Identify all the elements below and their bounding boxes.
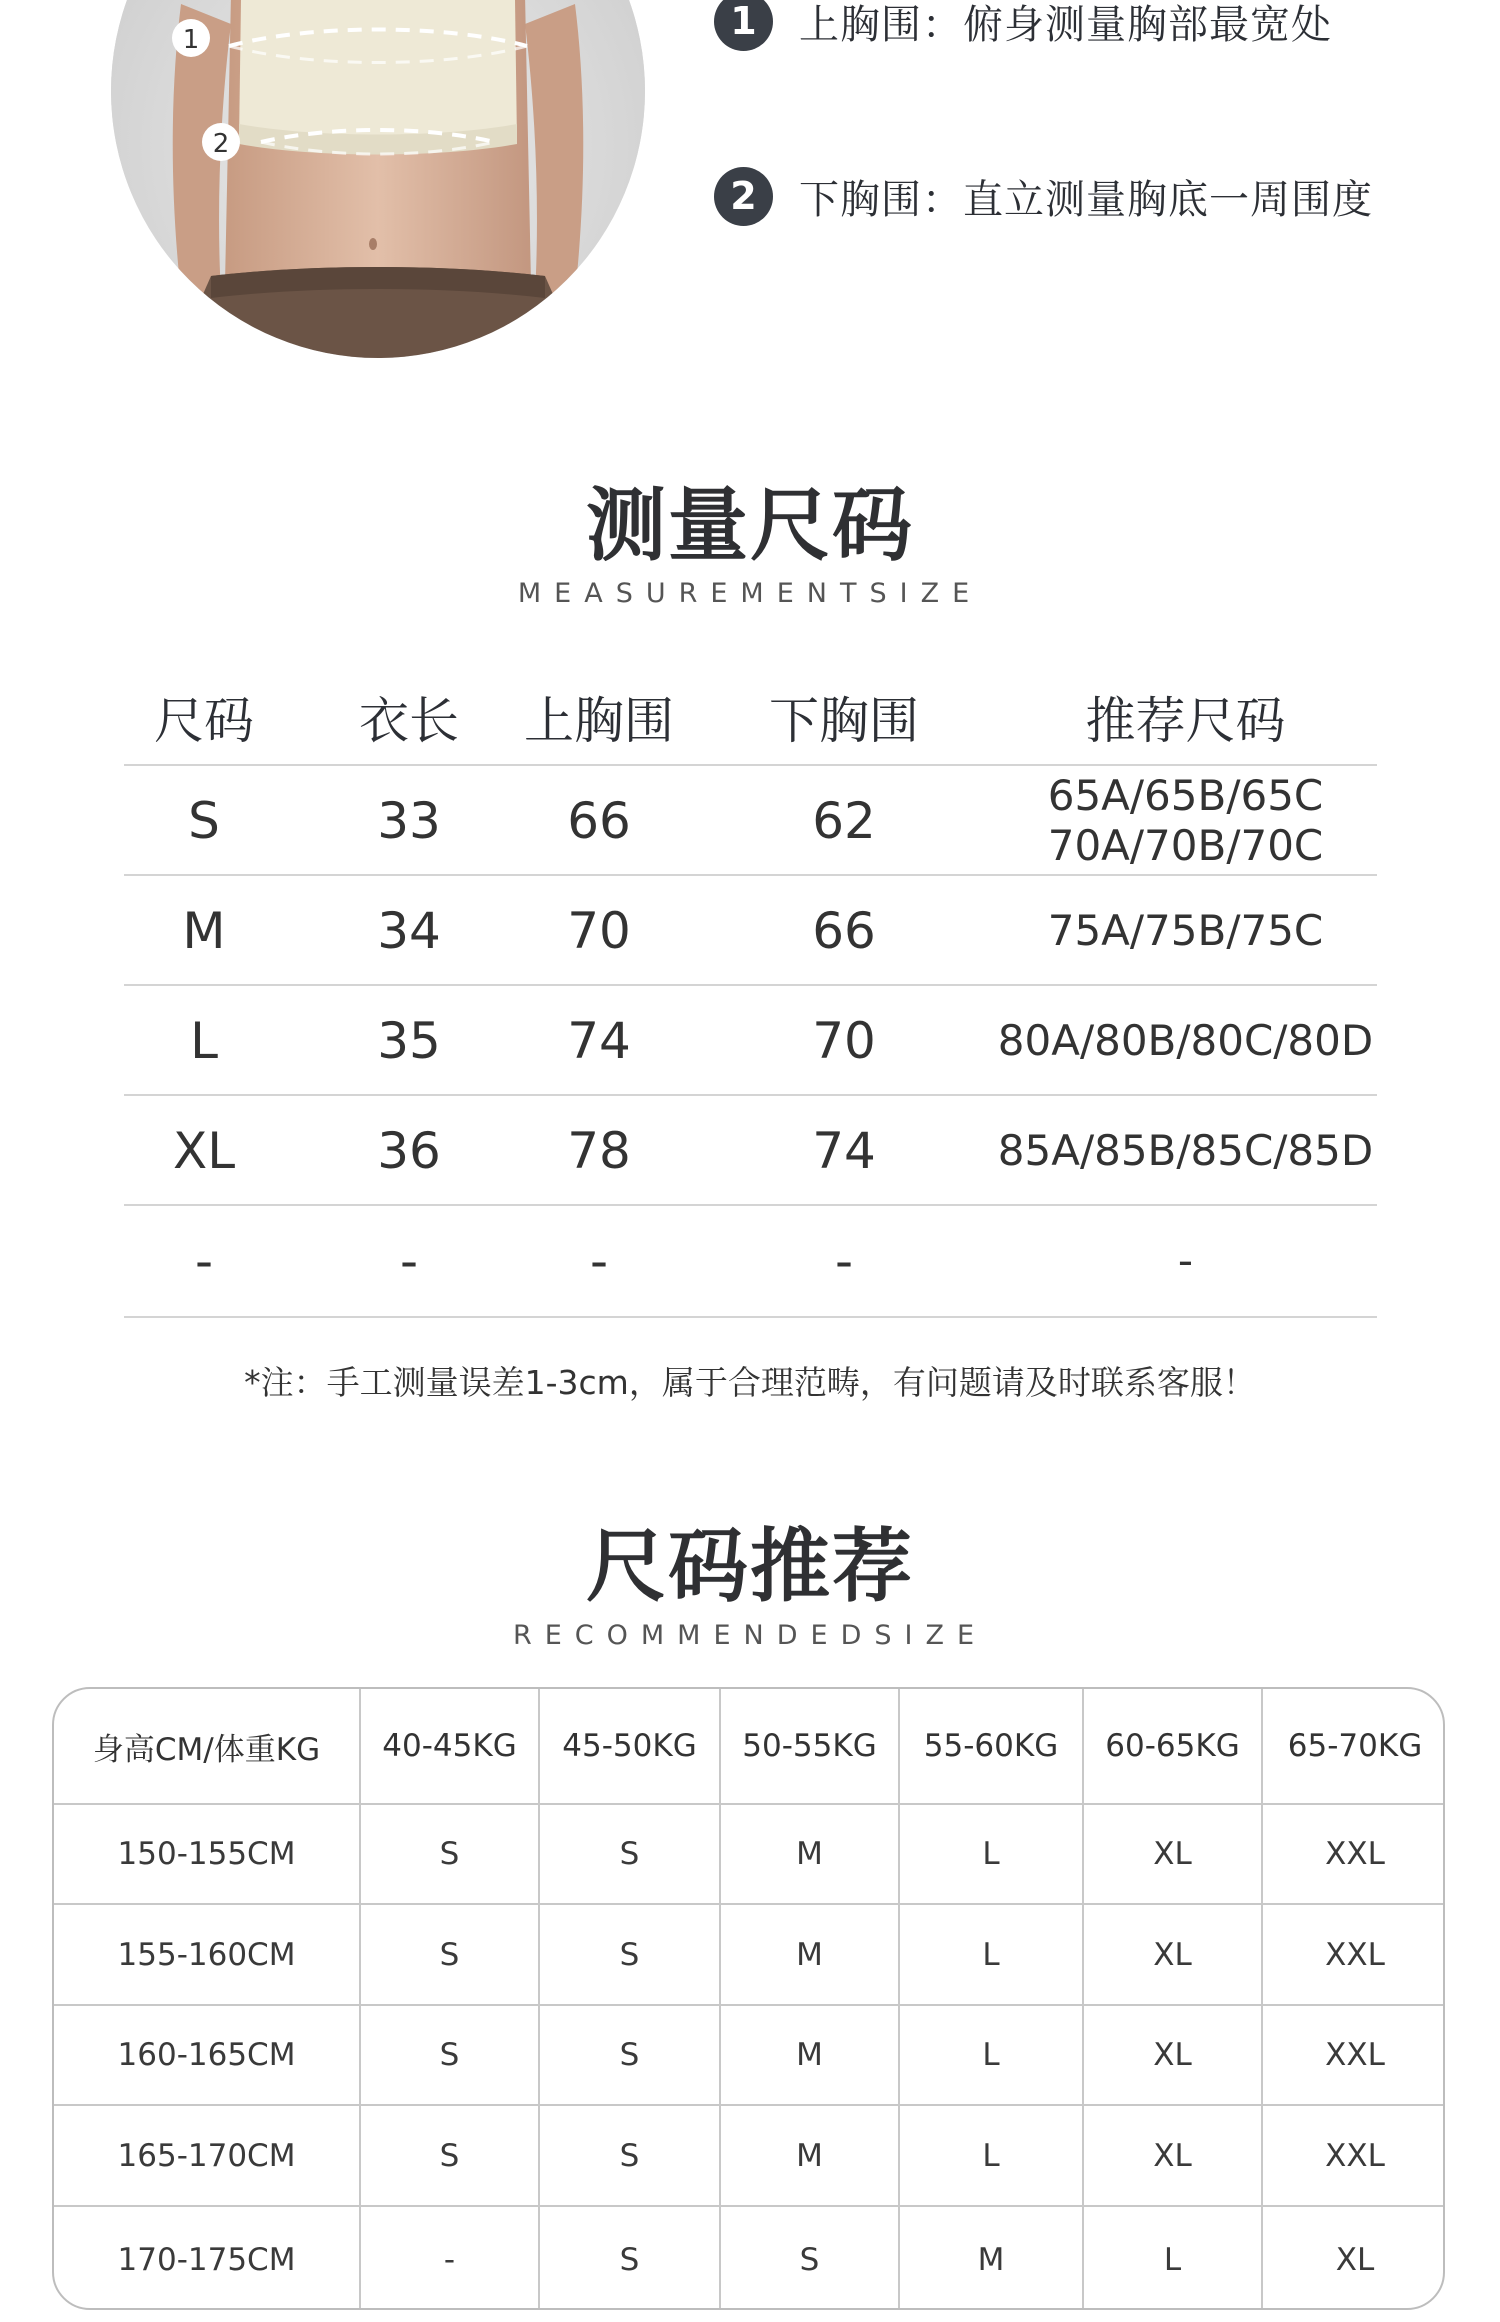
- size-cell: S: [361, 1905, 540, 2004]
- size-cell: S: [361, 1805, 540, 1903]
- cell-upper-bust: 70: [567, 902, 631, 960]
- measure-point-upper: [714, 0, 1332, 56]
- size-cell: XL: [1084, 2106, 1263, 2205]
- header-recommended: 推荐尺码: [1085, 692, 1286, 750]
- recommend-header-row: [54, 1689, 1443, 1805]
- size-cell: S: [540, 1805, 721, 1903]
- header-under-bust: 下胸围: [769, 692, 919, 750]
- size-cell: XL: [1084, 1805, 1263, 1903]
- height-range-cell: 155-160CM: [54, 1905, 361, 2004]
- size-cell: -: [361, 2207, 540, 2310]
- cell-size: L: [190, 1012, 218, 1070]
- cell-length: 34: [377, 902, 441, 960]
- cell-size: M: [182, 902, 226, 960]
- size-cell: S: [540, 1905, 721, 2004]
- recommend-row: [54, 1905, 1443, 2006]
- height-range-cell: 170-175CM: [54, 2207, 361, 2310]
- point-text: 下胸围：直立测量胸底一周围度: [799, 176, 1373, 223]
- recommend-header-cell: 60-65KG: [1084, 1689, 1263, 1803]
- point-badge: 2: [714, 167, 773, 226]
- cell-under-bust: 62: [812, 792, 876, 850]
- recommended-line-1: 85A/85B/85C/85D: [997, 1125, 1374, 1175]
- cell-size: S: [188, 792, 220, 850]
- measurement-row: [124, 764, 1377, 876]
- recommend-row: [54, 2006, 1443, 2106]
- size-cell: M: [721, 1905, 900, 2004]
- size-cell: S: [540, 2207, 721, 2310]
- point-text: 上胸围：俯身测量胸部最宽处: [799, 1, 1332, 48]
- recommend-table: [52, 1687, 1445, 2310]
- point-badge: 1: [714, 0, 773, 51]
- recommend-header-cell: 55-60KG: [900, 1689, 1084, 1803]
- measurement-subtitle: MEASUREMENTSIZE: [517, 578, 983, 609]
- measurement-row: [124, 1094, 1377, 1206]
- cell-length: 36: [377, 1122, 441, 1180]
- height-range-cell: 160-165CM: [54, 2006, 361, 2104]
- cell-under-bust: 66: [812, 902, 876, 960]
- recommended-line-1: 80A/80B/80C/80D: [997, 1015, 1374, 1065]
- cell-length: 35: [377, 1012, 441, 1070]
- header-size: 尺码: [154, 692, 254, 750]
- size-cell: M: [721, 1805, 900, 1903]
- size-cell: XXL: [1325, 1936, 1385, 1973]
- size-cell: S: [540, 2006, 721, 2104]
- cell-upper-bust: 74: [567, 1012, 631, 1070]
- cell-under-bust: 74: [812, 1122, 876, 1180]
- size-cell: L: [1084, 2207, 1263, 2310]
- size-cell: L: [900, 1805, 1084, 1903]
- recommend-row: [54, 2106, 1443, 2207]
- size-cell: M: [900, 2207, 1084, 2310]
- recommended-line-2: 70A/70B/70C: [1047, 821, 1324, 870]
- recommend-header-cell: 40-45KG: [361, 1689, 540, 1803]
- size-cell: XXL: [1325, 2137, 1385, 2174]
- measurement-table-header: [124, 670, 1377, 764]
- size-cell: M: [721, 2106, 900, 2205]
- cell-recommended: [994, 766, 1377, 876]
- marker-1: 1: [182, 25, 200, 55]
- height-range-cell: 150-155CM: [54, 1805, 361, 1903]
- size-cell: S: [540, 2106, 721, 2205]
- cell-length: -: [399, 1232, 419, 1290]
- cell-under-bust: 70: [812, 1012, 876, 1070]
- recommend-subtitle: RECOMMENDEDSIZE: [512, 1620, 988, 1651]
- cell-recommended: [994, 986, 1377, 1096]
- measure-point-lower: [714, 161, 1373, 231]
- size-cell: XL: [1084, 2006, 1263, 2104]
- recommend-header-cell: 45-50KG: [540, 1689, 721, 1803]
- size-cell: XXL: [1325, 2037, 1385, 2073]
- size-cell: XL: [1084, 1905, 1263, 2004]
- size-cell: L: [900, 2006, 1084, 2104]
- recommend-header-cell: 身高CM/体重KG: [54, 1689, 361, 1803]
- recommended-line-1: 65A/65B/65C: [1047, 770, 1324, 820]
- cell-size: XL: [172, 1122, 236, 1180]
- size-cell: S: [721, 2207, 900, 2310]
- recommended-line-1: -: [1177, 1235, 1194, 1285]
- cell-length: 33: [377, 792, 441, 850]
- size-cell: XXL: [1325, 1836, 1385, 1872]
- cell-recommended: [994, 1096, 1377, 1206]
- cell-recommended: [994, 876, 1377, 986]
- model-photo: [111, 0, 645, 358]
- cell-under-bust: -: [834, 1232, 854, 1290]
- recommend-row: [54, 2207, 1443, 2310]
- measurement-row: [124, 1204, 1377, 1318]
- model-figure: [111, 0, 645, 358]
- cell-upper-bust: -: [589, 1232, 609, 1290]
- size-cell: XL: [1335, 2241, 1375, 2278]
- cell-upper-bust: 78: [567, 1122, 631, 1180]
- recommend-title: 尺码推荐: [586, 1520, 914, 1613]
- size-cell: L: [900, 2106, 1084, 2205]
- recommend-header-cell: 50-55KG: [721, 1689, 900, 1803]
- size-cell: L: [900, 1905, 1084, 2004]
- marker-2: 2: [212, 129, 230, 159]
- measurement-title: 测量尺码: [586, 479, 914, 572]
- cell-size: -: [194, 1232, 214, 1290]
- measurement-row: [124, 874, 1377, 986]
- cell-upper-bust: 66: [567, 792, 631, 850]
- measurement-note: *注：手工测量误差1-3cm，属于合理范畴，有问题请及时联系客服！: [244, 1363, 1256, 1402]
- size-cell: M: [721, 2006, 900, 2104]
- recommended-line-1: 75A/75B/75C: [1047, 905, 1324, 955]
- size-cell: S: [361, 2106, 540, 2205]
- header-length: 衣长: [359, 692, 459, 750]
- cell-recommended: [994, 1206, 1377, 1316]
- recommend-row: [54, 1805, 1443, 1905]
- recommend-header-cell: 65-70KG: [1287, 1728, 1423, 1764]
- measurement-row: [124, 984, 1377, 1096]
- height-range-cell: 165-170CM: [54, 2106, 361, 2205]
- size-cell: S: [361, 2006, 540, 2104]
- header-upper-bust: 上胸围: [524, 692, 674, 750]
